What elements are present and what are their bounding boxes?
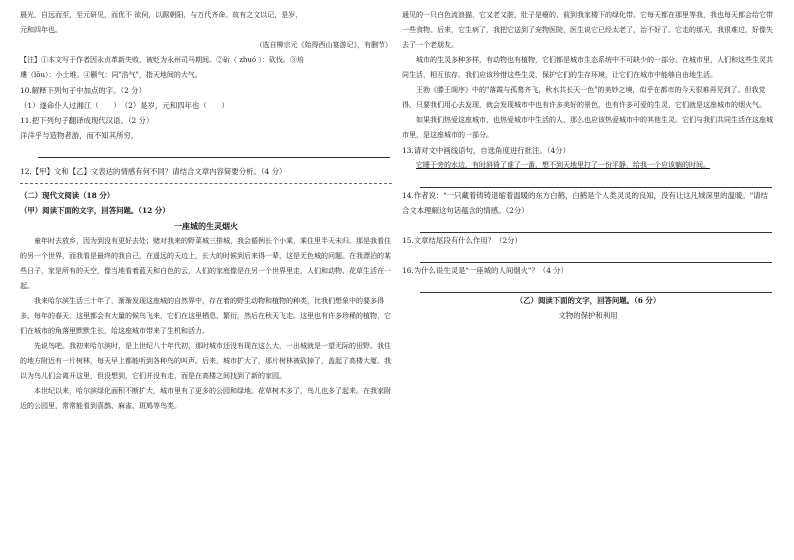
paragraph: 本世纪以来，哈尔滨绿化面积不断扩大，城市里有了更多的公园和绿地。花草树木多了，鸟儿也多了起来。在我家附近的公园里，常常能看到喜鹊、麻雀、斑鸠等鸟类。 [20, 387, 391, 410]
question-16: 16.为什么说生灵是"一座城的人间烟火"？（4 分） [402, 266, 569, 275]
left-column [20, 8, 392, 414]
section-heading: （乙）阅读下面的文字，回答问题。（6 分） [515, 296, 661, 305]
paragraph: 通见的一只白色流浪猫，它又老又脏，肚子是瘪的，前到我家楼下的绿化带。它每天都在那里等我，我也每天都会给它带一些食物。后来，它生病了，我把它送到了宠物医院，医生说它已经太老了，治不好了。它走的那天，我很难过，好像失去了一个老朋友。 [402, 11, 773, 49]
paragraph: 先说鸟吧。我初来哈尔滨时，是上世纪八十年代初，那时城市还没有现在这么大，一出城就是一望无际的田野。我住的地方附近有一片树林，每天早上都能听到各种鸟的叫声。后来，城市扩大了，那片树林被砍掉了，盖起了高楼大厦。我以为鸟儿们会离开这里，但没想到，它们并没有走，而是在高楼之间找到了新的家园。 [20, 342, 391, 380]
question-10-items: （1）遂命仆人过湘江（ ） （2）是岁，元和四年也（ ） [20, 101, 229, 110]
answer-line[interactable] [420, 173, 772, 188]
answer-line[interactable] [38, 143, 390, 158]
quoted-sentence: 它睡于旁的水边，有时斜倚了谁了一番，想不到天地里打了一份平静，给我一个应该躺的时间。 [416, 161, 710, 169]
paragraph: 城市的生灵多种多样，有动物也有植物，它们都是城市生态系统中不可缺少的一部分。在城市里，人们和这些生灵共同生活，相互依存。我们应该珍惜这些生灵，保护它们的生存环境，让它们在城市中能够自由地生活。 [402, 56, 773, 79]
subsection-heading: （甲）阅读下面的文字，回答问题。（12 分） [20, 206, 170, 215]
question-11: 11.把下列句子翻译成现代汉语。（2 分） [20, 116, 154, 125]
passage-title: 文物的保护和利用 [558, 311, 618, 320]
essay-title: 一座城的生灵烟火 [174, 221, 238, 231]
question-10: 10.解释下列句子中加点的字。（2 分） [20, 86, 146, 95]
text-fragment: 元和四年也。 [20, 26, 62, 34]
right-column [402, 8, 774, 323]
question-11-sentence: 洋洋乎与造物者游，而不知其所穷。 [20, 131, 139, 140]
paragraph: 如果我们热爱这座城市，也热爱城市中生活的人，那么也应该热爱城市中的其他生灵。它们与我们共同生活在这座城市里，是这座城市的一部分。 [402, 116, 773, 139]
question-14: 14.作者说："一只藏着铸铸退缩着温暖的东方白鹤，白鹤是个人类灵灵的良知，没有让这凡城深里的温暖。"请结合文本理解这句话蕴含的情感。（2分） [402, 191, 768, 215]
text-fragment: 晨光，自远而至，至元研见，而优不 欲伺，以踞朝阳，与万代齐命。故有之文以记，是岁， [20, 11, 303, 19]
section-heading: （二）现代文阅读（18 分） [20, 191, 115, 200]
answer-line[interactable] [420, 218, 772, 233]
footnote: 塿（lǒu）：小土堆。④颢气：同"浩气"，指天地间的大气。 [20, 71, 202, 79]
question-12: 12.【甲】文和【乙】文表达的情感有何不同？请结合文章内容简要分析。（4 分） [20, 167, 287, 176]
footnote: 【注】①本文写于作者因永贞革新失败，被贬为永州司马期间。②斫（ zhuó ）：砍伐。③培 [20, 56, 304, 64]
answer-line[interactable] [420, 278, 772, 293]
question-13: 13.请对文中画线语句，自选角度进行批注。（4分） [402, 146, 570, 155]
divider [20, 183, 392, 184]
paragraph: 我来哈尔滨生活三十年了，渐渐发现这座城的自然界中，存在着的野生动物和植物的种类，比我们想象中的要多得多。每年的春天，这里都会有大量的候鸟飞来，它们在这里栖息、繁衍，然后在秋天飞走。这里也有许多珍稀的植物，它们在城市的角落里默默生长，给这座城市带来了生机和活力。 [20, 297, 391, 335]
answer-line[interactable] [420, 248, 772, 263]
paragraph: 童年时去放乡，因为到没有更好去处；赌对我来的野菜城三排城，我会循例长个小乘，乘住里半天未归。那是我看住的另一个世界，而我看是最终的我自己，在遥远的天边上，长大的时候到后来得一辈，这是无色城的问题。在我漂泊的某些日子，家是所有的天空，像当地看着蓝天和白色的云，人们的家庭像是在另一个世界里走，人们和动物、花草生活在一起。 [20, 237, 391, 290]
paragraph: 王勃《滕王阁序》中的"落霞与孤鹜齐飞，秋水共长天一色"的美妙之境，似乎在都市的今天很难再见到了。但我觉得，只要我们用心去发现，就会发现城市中也有许多美好的景色，也有许多可爱的生灵，它们就是这座城市的烟火气。 [402, 86, 766, 109]
source-note: （选自柳宗元《始得西山宴游记》，有删节） [255, 41, 392, 49]
question-15: 15.文章结尾段有什么作用？（2分） [402, 236, 522, 245]
